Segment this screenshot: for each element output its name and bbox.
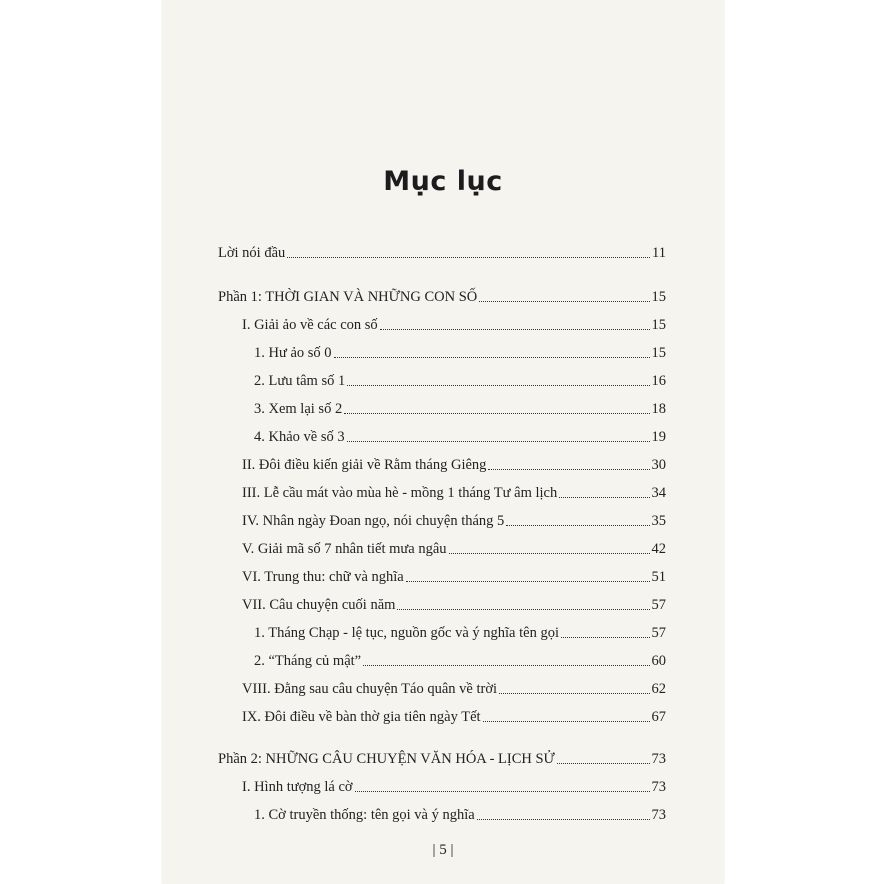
dot-leader [355,791,650,792]
toc-entry-page: 73 [651,751,666,767]
toc-entry-title: 2. Lưu tâm số 1 [254,373,346,389]
toc-entry[interactable] [218,676,666,698]
toc-entry[interactable] [218,396,666,418]
book-page [162,0,724,884]
dot-leader [347,441,650,442]
page-number [162,842,724,859]
toc-entry[interactable] [218,312,666,334]
toc-entry-title: 1. Cờ truyền thống: tên gọi và ý nghĩa [254,807,475,823]
toc-entry-page: 62 [651,681,666,697]
toc-entry-title: I. Hình tượng lá cờ [242,779,353,795]
toc-entry[interactable] [218,746,666,768]
toc-entry-title: VI. Trung thu: chữ và nghĩa [242,569,404,585]
dot-leader [287,257,650,258]
toc-entry[interactable] [218,648,666,670]
dot-leader [559,497,649,498]
toc-entry[interactable] [218,340,666,362]
toc-entry-page: 73 [651,779,666,795]
toc-entry-page: 51 [651,569,666,585]
toc-entry-page: 35 [651,513,666,529]
toc-entry[interactable] [218,536,666,558]
toc-entry[interactable] [218,480,666,502]
dot-leader [363,665,649,666]
dot-leader [334,357,650,358]
toc-entry-title: III. Lễ cầu mát vào mùa hè - mồng 1 tháng Tư âm lịch [242,485,558,501]
toc-entry[interactable] [218,774,666,796]
toc-entry-page: 42 [651,541,666,557]
toc-entry-page: 57 [651,597,666,613]
toc-entry[interactable] [218,620,666,642]
dot-leader [506,525,649,526]
page-number-bar-right: | [450,842,454,858]
dot-leader [380,329,650,330]
toc-entry-page: 15 [651,289,666,305]
toc-entry-title: IV. Nhân ngày Đoan ngọ, nói chuyện tháng 5 [242,513,505,529]
toc-entry-page: 57 [651,625,666,641]
toc-entry[interactable] [218,368,666,390]
dot-leader [499,693,649,694]
toc-entry-title: I. Giải ảo về các con số [242,317,378,333]
toc-entry-title: VII. Câu chuyện cuối năm [242,597,396,613]
toc-entry[interactable] [218,284,666,306]
toc-entry-page: 60 [651,653,666,669]
toc-entry-page: 16 [651,373,666,389]
toc-entry-page: 15 [651,317,666,333]
dot-leader [557,763,650,764]
dot-leader [397,609,649,610]
toc-entry[interactable] [218,704,666,726]
toc-entry-title: Lời nói đầu [218,245,286,261]
toc-entry-title: Phần 2: NHỮNG CÂU CHUYỆN VĂN HÓA - LỊCH SỬ [218,751,555,767]
toc-entry-title: 4. Khảo về số 3 [254,429,345,445]
toc-entry[interactable] [218,508,666,530]
dot-leader [344,413,649,414]
toc-entry-page: 67 [651,709,666,725]
toc-entry-page: 34 [651,485,666,501]
toc-entry[interactable] [218,592,666,614]
toc-entry-page: 73 [651,807,666,823]
toc-entry[interactable] [218,424,666,446]
toc-entry[interactable] [218,564,666,586]
toc-entry-page: 19 [651,429,666,445]
toc-entry-title: 1. Tháng Chạp - lệ tục, nguồn gốc và ý nghĩa tên gọi [254,625,559,641]
toc-entry-title: 1. Hư ảo số 0 [254,345,332,361]
toc-entry-page: 15 [651,345,666,361]
toc-entry-title: VIII. Đằng sau câu chuyện Táo quân về trời [242,681,498,697]
dot-leader [561,637,650,638]
dot-leader [406,581,650,582]
dot-leader [488,469,649,470]
dot-leader [449,553,650,554]
toc-entry-page: 18 [651,401,666,417]
dot-leader [477,819,650,820]
page-title: Mục lục [383,166,503,197]
toc-entry-page: 11 [652,245,666,261]
toc-entry[interactable] [218,802,666,824]
toc-entry-title: IX. Đôi điều về bàn thờ gia tiên ngày Tết [242,709,481,725]
page-number-value: 5 [439,842,447,858]
dot-leader [483,721,650,722]
toc-entry-title: Phần 1: THỜI GIAN VÀ NHỮNG CON SỐ [218,289,478,305]
dot-leader [347,385,649,386]
toc-entry-page: 30 [651,457,666,473]
page-number-bar-left: | [432,842,436,858]
toc-entry-title: II. Đôi điều kiến giải về Rằm tháng Giêng [242,457,487,473]
toc-entry-title: 2. “Tháng củ mật” [254,653,362,669]
toc-entry-title: 3. Xem lại số 2 [254,401,343,417]
toc-entry-title: V. Giải mã số 7 nhân tiết mưa ngâu [242,541,447,557]
toc-entry[interactable] [218,240,666,262]
toc-entry[interactable] [218,452,666,474]
dot-leader [479,301,649,302]
